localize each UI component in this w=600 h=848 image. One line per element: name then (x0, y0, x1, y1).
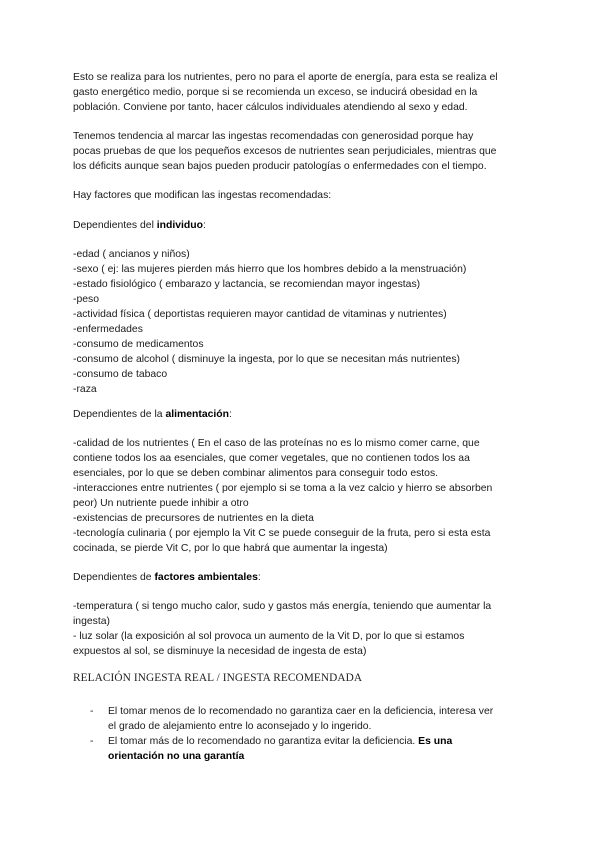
text-line: contiene todos los aa esenciales, que comer vegetales, que no contienen todos los aa (73, 453, 470, 464)
text-line: -tecnología culinaria ( por ejemplo la Vit C se puede conseguir de la fruta, pero si esta esta (73, 528, 491, 539)
list-item: -consumo de alcohol ( disminuye la ingesta, por lo que se necesitan más nutrientes) (73, 354, 460, 365)
text-line: pocas pruebas de que los pequeños excesos de nutrientes sean perjudiciales, mientras que (73, 146, 497, 157)
section-prefix: Dependientes de (73, 572, 155, 583)
list-item: -consumo de medicamentos (73, 339, 204, 350)
paragraph-energy (73, 70, 533, 115)
section-suffix: : (202, 220, 206, 231)
list-item: -actividad física ( deportistas requieren mayor cantidad de vitaminas y nutrientes) (73, 309, 447, 320)
section-bold-term: alimentación (165, 409, 229, 420)
text-line: -existencias de precursores de nutrientes en la dieta (73, 513, 314, 524)
text-line: Esto se realiza para los nutrientes, pero no para el aporte de energía, para esta se realiza el (73, 72, 498, 83)
section-bold-term: factores ambientales (154, 572, 258, 583)
alimentacion-list (73, 436, 533, 556)
text-line: gasto energético medio, porque si se recomienda un exceso, se inducirá obesidad en la (73, 87, 478, 98)
list-item: -raza (73, 384, 97, 395)
list-item: -peso (73, 294, 99, 305)
text-line: ingesta) (73, 616, 110, 627)
paragraph-tendency (73, 129, 533, 174)
text-line: esenciales, por lo que se deben combinar alimentos para conseguir todo estos. (73, 468, 439, 479)
text-line: El tomar menos de lo recomendado no garantiza caer en la deficiencia, interesa ver (108, 706, 494, 717)
text-line: - luz solar (la exposición al sol provoca un aumento de la Vit D, por lo que si estamos (73, 631, 465, 642)
bullet-bold-text: orientación no una garantía (108, 751, 245, 762)
bullet-dash: - (90, 736, 94, 747)
section-alimentacion-title (73, 407, 533, 422)
text-line: los déficits aunque sean bajos pueden producir patologías o enfermedades con el tiempo. (73, 161, 487, 172)
section-suffix: : (228, 409, 232, 420)
text-line: peor) Un nutriente puede inhibir a otro (73, 498, 249, 509)
section-suffix: : (257, 572, 261, 583)
text-line: -temperatura ( si tengo mucho calor, sudo y gastos más energía, teniendo que aumentar la (73, 601, 492, 612)
section-ambientales-title (73, 570, 533, 585)
bullet-text: El tomar más de lo recomendado no garantiza evitar la deficiencia. (108, 736, 419, 747)
section-individuo-title (73, 218, 533, 233)
text-line: cocinada, se pierde Vit C, por lo que habrá que aumentar la ingesta) (73, 543, 388, 554)
individuo-list (73, 247, 533, 397)
section-heading: RELACIÓN INGESTA REAL / INGESTA RECOMENDADA (73, 672, 363, 684)
text-line: población. Conviene por tanto, hacer cálculos individuales atendiendo al sexo y edad. (73, 102, 468, 113)
section-bold-term: individuo (156, 220, 203, 231)
text-line: -interacciones entre nutrientes ( por ejemplo si se toma a la vez calcio y hierro se absorben (73, 483, 493, 494)
list-item: -enfermedades (73, 324, 143, 335)
bullet-item (90, 704, 530, 734)
factors-intro (73, 188, 533, 203)
section-prefix: Dependientes del (73, 220, 157, 231)
section-prefix: Dependientes de la (73, 409, 166, 420)
list-item: -edad ( ancianos y niños) (73, 249, 190, 260)
list-item: -sexo ( ej: las mujeres pierden más hierro que los hombres debido a la menstruación) (73, 264, 467, 275)
bullet-list (90, 704, 530, 764)
bullet-dash: - (90, 706, 94, 717)
list-item: -consumo de tabaco (73, 369, 168, 380)
text-line: Tenemos tendencia al marcar las ingestas recomendadas con generosidad porque hay (73, 131, 474, 142)
list-item: -estado fisiológico ( embarazo y lactancia, se recomiendan mayor ingestas) (73, 279, 421, 290)
bullet-item (90, 734, 530, 764)
text-line: -calidad de los nutrientes ( En el caso de las proteínas no es lo mismo comer carne, que (73, 438, 480, 449)
ambientales-list (73, 599, 533, 659)
bullet-bold-text: Es una (418, 736, 453, 747)
text-line: el grado de alejamiento entre lo aconsejado y lo ingerido. (108, 721, 372, 732)
factors-intro-text: Hay factores que modifican las ingestas recomendadas: (73, 190, 332, 201)
text-line: expuestos al sol, se disminuye la necesidad de ingesta de esta) (73, 646, 367, 657)
